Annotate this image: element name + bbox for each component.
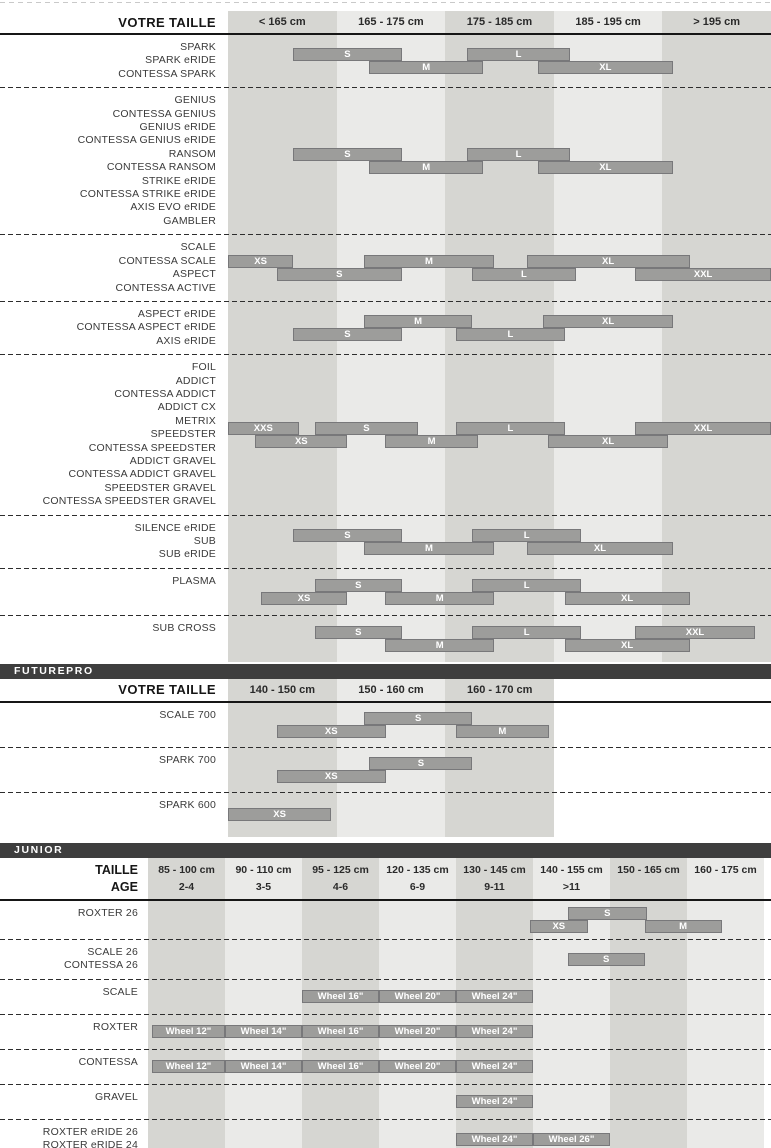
bar-row	[228, 542, 771, 555]
bar-row	[228, 757, 554, 770]
model-label: CONTESSA SPEEDSTER GRAVEL	[42, 495, 216, 508]
size-group	[0, 703, 771, 747]
model-label: CONTESSA SPEEDSTER	[88, 441, 216, 454]
size-bar: Wheel 24"	[456, 1133, 533, 1146]
age-column-headers	[148, 881, 764, 893]
junior-columns-header	[0, 858, 771, 901]
model-label: CONTESSA STRIKE eRIDE	[79, 188, 216, 201]
size-bar: XL	[548, 435, 667, 448]
taille-column-headers	[148, 864, 764, 876]
size-group	[0, 235, 771, 301]
bar-row	[148, 920, 764, 933]
size-bars-area	[228, 522, 771, 562]
model-label: AXIS eRIDE	[156, 334, 216, 347]
size-bars-area	[148, 1091, 764, 1113]
size-group	[0, 88, 771, 234]
size-group	[0, 1120, 771, 1148]
model-label: GENIUS eRIDE	[139, 121, 216, 134]
model-label: SPEEDSTER GRAVEL	[104, 481, 216, 494]
junior-age-row	[0, 879, 771, 896]
futurepro-size-chart	[0, 679, 771, 837]
size-bar: Wheel 24"	[456, 990, 533, 1003]
size-bars-area	[148, 1126, 764, 1148]
size-bars-area	[228, 622, 771, 656]
bar-row	[228, 808, 554, 821]
size-bar: L	[472, 268, 575, 281]
height-column-header: 3-5	[255, 881, 272, 894]
model-label: SUB CROSS	[152, 621, 216, 634]
model-label: SPEEDSTER	[150, 428, 216, 441]
taille-label: TAILLE	[95, 863, 138, 878]
model-labels	[0, 241, 228, 295]
height-column-header: 6-9	[409, 881, 426, 894]
bar-row	[228, 626, 771, 639]
height-column-header: 150 - 160 cm	[358, 683, 424, 696]
age-label: AGE	[110, 880, 138, 895]
bar-row	[228, 435, 771, 448]
adult-groups	[0, 35, 771, 662]
model-label: ADDICT GRAVEL	[129, 454, 216, 467]
bar-row	[228, 770, 554, 783]
size-bar: S	[315, 579, 402, 592]
size-bar: XXL	[635, 422, 771, 435]
size-bar: Wheel 24"	[456, 1095, 533, 1108]
size-group	[0, 302, 771, 354]
model-label: AXIS EVO eRIDE	[130, 201, 216, 214]
size-group	[0, 616, 771, 662]
model-label: CONTESSA SPARK	[118, 67, 216, 80]
model-label: PLASMA	[172, 574, 216, 587]
size-bar: M	[369, 61, 483, 74]
bar-row	[228, 529, 771, 542]
size-bar: XL	[538, 61, 674, 74]
model-label: ASPECT eRIDE	[137, 307, 216, 320]
bar-row	[228, 48, 771, 61]
bar-row	[228, 422, 771, 435]
height-column-header: 90 - 110 cm	[235, 864, 292, 877]
size-bars-area	[148, 907, 764, 933]
height-column-header: 175 - 185 cm	[466, 16, 533, 28]
size-group	[0, 35, 771, 87]
size-bar: M	[385, 639, 494, 652]
size-bar: XL	[565, 639, 690, 652]
bar-row	[148, 990, 764, 1003]
size-bar: S	[568, 953, 645, 966]
bar-row	[228, 328, 771, 341]
model-label: ADDICT	[175, 374, 216, 387]
height-column-header: >11	[562, 881, 581, 894]
size-bars-area	[228, 799, 554, 831]
height-column-header	[610, 881, 687, 893]
size-bars-area	[148, 986, 764, 1008]
height-column-header: 185 - 195 cm	[575, 16, 641, 28]
bar-row	[228, 148, 771, 161]
model-labels	[0, 754, 228, 786]
size-bar: XS	[530, 920, 588, 933]
size-group	[0, 793, 771, 837]
size-bar: Wheel 24"	[456, 1060, 533, 1073]
size-bar: Wheel 16"	[302, 1025, 379, 1038]
model-label: FOIL	[191, 361, 216, 374]
height-column-header: 4-6	[332, 881, 349, 894]
size-bars-area	[228, 361, 771, 508]
height-column-headers	[228, 16, 771, 28]
size-bar: S	[315, 626, 402, 639]
size-group	[0, 355, 771, 514]
size-bar: S	[568, 907, 647, 920]
bar-row	[228, 255, 771, 268]
size-bar: M	[364, 255, 494, 268]
size-bar: L	[472, 579, 581, 592]
height-column-header: > 195 cm	[693, 16, 741, 28]
size-bar: XL	[527, 255, 690, 268]
size-group	[0, 748, 771, 792]
junior-taille-row	[0, 862, 771, 879]
size-bars-area	[228, 94, 771, 228]
size-bar: XL	[543, 315, 673, 328]
height-column-headers	[228, 684, 554, 696]
size-group	[0, 980, 771, 1014]
bar-row	[228, 712, 554, 725]
junior-section-title: JUNIOR	[0, 843, 771, 858]
size-bar: M	[456, 725, 548, 738]
model-labels	[0, 709, 228, 741]
model-labels	[0, 907, 148, 933]
size-bar: L	[456, 422, 565, 435]
size-group	[0, 1085, 771, 1119]
model-label: CONTESSA RANSOM	[106, 161, 216, 174]
model-labels	[0, 361, 228, 508]
size-bar: Wheel 24"	[456, 1025, 533, 1038]
size-bar: Wheel 16"	[302, 1060, 379, 1073]
height-column-header: 150 - 165 cm	[617, 864, 680, 877]
size-bar: Wheel 12"	[152, 1025, 225, 1038]
model-label: GRAVEL	[94, 1090, 138, 1103]
adult-size-chart	[0, 11, 771, 662]
size-bar: S	[364, 712, 473, 725]
size-bar: XXS	[228, 422, 299, 435]
model-labels	[0, 575, 228, 609]
size-group	[0, 940, 771, 979]
bar-row	[148, 1095, 764, 1108]
model-labels	[0, 308, 228, 348]
bar-row	[228, 579, 771, 592]
futurepro-columns-header	[0, 679, 771, 703]
bar-row	[148, 907, 764, 920]
model-label: CONTESSA ADDICT GRAVEL	[68, 468, 216, 481]
size-bar: Wheel 16"	[302, 990, 379, 1003]
size-bar: XL	[565, 592, 690, 605]
size-group	[0, 569, 771, 615]
height-column-header: 9-11	[484, 881, 505, 894]
model-label: SCALE 700	[159, 708, 216, 721]
model-label: ADDICT CX	[157, 401, 216, 414]
model-labels	[0, 1126, 148, 1148]
model-label: CONTESSA GENIUS eRIDE	[77, 134, 216, 147]
model-label: CONTESSA ADDICT	[114, 387, 216, 400]
height-column-header: 160 - 175 cm	[694, 864, 757, 877]
height-column-header: 85 - 100 cm	[158, 864, 215, 877]
size-bar: XS	[228, 255, 293, 268]
height-column-header: 160 - 170 cm	[466, 683, 533, 696]
bar-row	[228, 592, 771, 605]
bar-row	[148, 1133, 764, 1146]
model-labels	[0, 946, 148, 973]
size-bar: Wheel 14"	[225, 1060, 302, 1073]
model-label: ROXTER eRIDE 24	[42, 1139, 138, 1148]
size-bar: Wheel 20"	[379, 1060, 456, 1073]
model-label: SPARK 700	[158, 753, 216, 766]
size-bar: S	[277, 268, 402, 281]
height-column-header: 140 - 155 cm	[540, 864, 603, 877]
size-bar: S	[369, 757, 472, 770]
size-bar: Wheel 12"	[152, 1060, 225, 1073]
model-label: SCALE	[102, 985, 138, 998]
size-bar: XS	[277, 770, 386, 783]
bar-row	[228, 268, 771, 281]
model-label: SUB eRIDE	[158, 548, 216, 561]
size-bars-area	[148, 1021, 764, 1043]
model-labels	[0, 522, 228, 562]
model-label: GAMBLER	[163, 214, 216, 227]
model-labels	[0, 1091, 148, 1113]
model-labels	[0, 41, 228, 81]
height-column-header: 130 - 145 cm	[463, 864, 526, 877]
model-labels	[0, 986, 148, 1008]
height-columns-header	[0, 11, 771, 35]
model-labels	[0, 622, 228, 656]
junior-size-chart	[0, 858, 771, 1148]
model-label: SPARK 600	[158, 798, 216, 811]
size-bar: M	[385, 592, 494, 605]
model-label: SPARK	[180, 41, 216, 53]
bar-row	[228, 725, 554, 738]
bar-row	[228, 161, 771, 174]
size-bar: Wheel 20"	[379, 990, 456, 1003]
size-group	[0, 901, 771, 939]
model-label: CONTESSA	[78, 1055, 138, 1068]
height-column-header: 140 - 150 cm	[249, 683, 316, 696]
bar-row	[228, 61, 771, 74]
model-label: CONTESSA ASPECT eRIDE	[76, 321, 216, 334]
model-label: SCALE	[180, 241, 216, 254]
size-bar: L	[467, 148, 570, 161]
model-labels	[0, 799, 228, 831]
futurepro-groups	[0, 703, 771, 837]
size-bars-area	[228, 241, 771, 295]
size-bar: L	[456, 328, 565, 341]
model-label: ROXTER	[93, 1020, 138, 1033]
size-bar: S	[293, 48, 402, 61]
size-bar: M	[364, 542, 494, 555]
model-label: STRIKE eRIDE	[141, 174, 216, 187]
size-bar: M	[385, 435, 477, 448]
size-bar: Wheel 14"	[225, 1025, 302, 1038]
bar-row	[228, 315, 771, 328]
model-label: SPARK eRIDE	[145, 54, 216, 67]
bar-row	[148, 1060, 764, 1073]
model-labels	[0, 1056, 148, 1078]
bar-row	[148, 1025, 764, 1038]
model-label: METRIX	[175, 414, 216, 427]
model-label: ROXTER eRIDE 26	[42, 1125, 138, 1138]
model-label: GENIUS	[174, 94, 216, 107]
size-bars-area	[148, 946, 764, 973]
model-label: RANSOM	[168, 147, 216, 160]
model-label: CONTESSA SCALE	[118, 254, 216, 267]
size-bar: XS	[255, 435, 347, 448]
model-label: SUB	[193, 535, 216, 547]
model-label: SCALE 26	[87, 945, 138, 958]
size-bar: S	[293, 529, 402, 542]
size-bar: M	[364, 315, 473, 328]
model-label: CONTESSA 26	[64, 959, 138, 972]
model-label: CONTESSA ACTIVE	[115, 281, 216, 294]
size-group	[0, 1050, 771, 1084]
size-bar: Wheel 20"	[379, 1025, 456, 1038]
size-bars-area	[228, 308, 771, 348]
size-bar: M	[645, 920, 722, 933]
size-bar: XS	[277, 725, 386, 738]
size-bar: XXL	[635, 626, 754, 639]
votre-taille-label: VOTRE TAILLE	[118, 14, 216, 30]
height-column-header: 95 - 125 cm	[312, 864, 369, 877]
bar-row	[148, 953, 764, 966]
size-bars-area	[228, 754, 554, 786]
bar-row	[228, 639, 771, 652]
height-column-header: 120 - 135 cm	[386, 864, 449, 877]
size-bar: L	[467, 48, 570, 61]
size-bar: XL	[538, 161, 674, 174]
size-bar: XS	[261, 592, 348, 605]
height-column-header	[687, 881, 764, 893]
model-label: SILENCE eRIDE	[134, 521, 216, 534]
futurepro-section-title: FUTUREPRO	[0, 664, 771, 679]
model-label: ROXTER 26	[77, 906, 138, 919]
size-bar: Wheel 26"	[533, 1133, 610, 1146]
model-label: ASPECT	[172, 268, 216, 281]
height-column-header: 2-4	[178, 881, 195, 894]
model-labels	[0, 1021, 148, 1043]
height-column-header: < 165 cm	[258, 16, 306, 28]
size-bar: S	[293, 148, 402, 161]
votre-taille-label: VOTRE TAILLE	[118, 682, 216, 698]
size-bar: XXL	[635, 268, 771, 281]
size-bar: M	[369, 161, 483, 174]
size-bars-area	[228, 575, 771, 609]
top-dashed-line	[0, 2, 771, 3]
model-label: CONTESSA GENIUS	[112, 107, 216, 120]
height-column-header: 165 - 175 cm	[358, 16, 424, 28]
size-bar: XL	[527, 542, 674, 555]
size-bar: L	[472, 626, 581, 639]
junior-groups	[0, 901, 771, 1148]
size-bar: L	[472, 529, 581, 542]
size-bar: S	[315, 422, 418, 435]
size-bar: S	[293, 328, 402, 341]
size-group	[0, 1015, 771, 1049]
model-labels	[0, 94, 228, 228]
size-bars-area	[228, 41, 771, 81]
size-bar: XS	[228, 808, 331, 821]
size-bars-area	[228, 709, 554, 741]
size-bars-area	[148, 1056, 764, 1078]
size-group	[0, 516, 771, 568]
